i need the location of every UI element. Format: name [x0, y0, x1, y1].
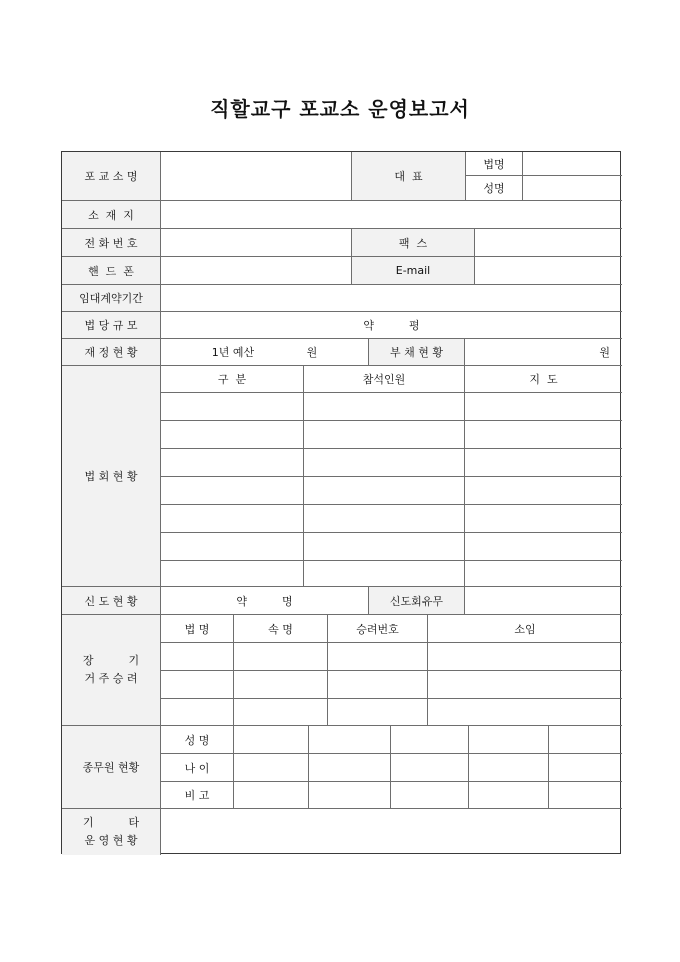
monks-table-cell[interactable]	[328, 671, 428, 699]
monks-table-cell[interactable]	[161, 671, 234, 699]
staff-table-cell[interactable]	[234, 726, 309, 754]
dharma-table-cell[interactable]	[161, 533, 304, 561]
label-address: 소 재 지	[62, 201, 161, 229]
label-staff: 종무원 현황	[62, 726, 161, 809]
label-other-line1: 기 타	[82, 816, 140, 829]
monks-header-duty: 소임	[428, 615, 622, 643]
monks-table-cell[interactable]	[428, 643, 622, 671]
fax-field[interactable]	[475, 229, 622, 257]
label-resident-monks	[62, 615, 161, 726]
mobile-field[interactable]	[161, 257, 352, 285]
staff-table-cell[interactable]	[309, 782, 391, 809]
staff-table-cell[interactable]	[549, 726, 622, 754]
dharma-table-cell[interactable]	[465, 393, 622, 421]
monks-table-cell[interactable]	[234, 671, 328, 699]
row-believers	[62, 587, 620, 615]
row-lease-period	[62, 285, 620, 312]
rep-dharma-name-field[interactable]	[523, 152, 622, 176]
dharma-table-cell[interactable]	[304, 533, 465, 561]
monks-header-dharma-name: 법 명	[161, 615, 234, 643]
staff-table-cell[interactable]	[469, 726, 549, 754]
dharma-table-cell[interactable]	[465, 421, 622, 449]
dharma-table-cell[interactable]	[161, 421, 304, 449]
label-lay-name: 성명	[466, 176, 523, 201]
monks-header-lay-name: 속 명	[234, 615, 328, 643]
row-temple-name	[62, 152, 620, 201]
staff-table-cell[interactable]	[391, 726, 469, 754]
staff-table-cell[interactable]	[234, 754, 309, 782]
label-resident-monks-line2: 거 주 승 려	[84, 672, 138, 685]
debt-field[interactable]: 원	[465, 339, 622, 366]
row-finance	[62, 339, 620, 366]
dharma-table-cell[interactable]	[465, 449, 622, 477]
label-representative: 대 표	[352, 152, 466, 201]
dharma-table-cell[interactable]	[304, 477, 465, 505]
monks-table-cell[interactable]	[428, 671, 622, 699]
dharma-table-cell[interactable]	[161, 477, 304, 505]
staff-table-cell[interactable]	[391, 754, 469, 782]
label-debt: 부 채 현 황	[369, 339, 465, 366]
monks-table-cell[interactable]	[428, 699, 622, 726]
staff-table-cell[interactable]	[309, 754, 391, 782]
dharma-table-cell[interactable]	[465, 505, 622, 533]
dharma-header-leader: 지 도	[465, 366, 622, 393]
believers-assoc-field[interactable]	[465, 587, 622, 615]
annual-budget-field[interactable]: 1년 예산 원	[161, 339, 369, 366]
dharma-table-cell[interactable]	[161, 393, 304, 421]
staff-table-cell[interactable]	[549, 754, 622, 782]
label-hall-size: 법 당 규 모	[62, 312, 161, 339]
dharma-table-cell[interactable]	[161, 505, 304, 533]
phone-field[interactable]	[161, 229, 352, 257]
label-dharma-meeting: 법 회 현 황	[62, 366, 161, 587]
label-lease-period: 임대계약기간	[62, 285, 161, 312]
report-form	[61, 151, 621, 854]
row-address	[62, 201, 620, 229]
monks-table-cell[interactable]	[328, 643, 428, 671]
section-dharma-meeting	[62, 366, 620, 587]
monks-table-cell[interactable]	[161, 643, 234, 671]
dharma-table-cell[interactable]	[304, 449, 465, 477]
staff-row-label: 성 명	[161, 726, 234, 754]
temple-name-field[interactable]	[161, 152, 352, 201]
dharma-table-cell[interactable]	[465, 533, 622, 561]
label-mobile: 핸 드 폰	[62, 257, 161, 285]
section-resident-monks	[62, 615, 620, 726]
monks-table-cell[interactable]	[328, 699, 428, 726]
staff-row-label: 비 고	[161, 782, 234, 809]
monks-table-cell[interactable]	[234, 699, 328, 726]
rep-lay-name-field[interactable]	[523, 176, 622, 201]
staff-row-label: 나 이	[161, 754, 234, 782]
label-other	[62, 809, 161, 855]
staff-table-cell[interactable]	[234, 782, 309, 809]
lease-period-field[interactable]	[161, 285, 622, 312]
other-field[interactable]	[161, 809, 622, 855]
label-dharma-name: 법명	[466, 152, 523, 176]
dharma-header-category: 구 분	[161, 366, 304, 393]
dharma-table-cell[interactable]	[161, 449, 304, 477]
label-fax: 팩 스	[352, 229, 475, 257]
row-phone	[62, 229, 620, 257]
staff-table-cell[interactable]	[391, 782, 469, 809]
staff-table-cell[interactable]	[549, 782, 622, 809]
monks-table-cell[interactable]	[161, 699, 234, 726]
believers-count-field[interactable]: 약 명	[161, 587, 369, 615]
row-mobile	[62, 257, 620, 285]
dharma-table-cell[interactable]	[304, 561, 465, 587]
label-other-line2: 운 영 현 황	[84, 834, 138, 847]
label-believers-assoc: 신도회유무	[369, 587, 465, 615]
label-email: E-mail	[352, 257, 475, 285]
dharma-table-cell[interactable]	[304, 421, 465, 449]
email-field[interactable]	[475, 257, 622, 285]
dharma-table-cell[interactable]	[304, 505, 465, 533]
dharma-header-attendance: 참석인원	[304, 366, 465, 393]
staff-table-cell[interactable]	[469, 782, 549, 809]
staff-table-cell[interactable]	[309, 726, 391, 754]
dharma-table-cell[interactable]	[161, 561, 304, 587]
hall-size-field[interactable]: 약 평	[161, 312, 622, 339]
label-finance: 재 정 현 황	[62, 339, 161, 366]
label-temple-name: 포 교 소 명	[62, 152, 161, 201]
row-hall-size	[62, 312, 620, 339]
dharma-table-cell[interactable]	[465, 561, 622, 587]
section-other	[62, 809, 620, 855]
label-resident-monks-line1: 장 기	[82, 654, 140, 667]
monks-header-monk-number: 승려번호	[328, 615, 428, 643]
staff-table-cell[interactable]	[469, 754, 549, 782]
section-staff	[62, 726, 620, 809]
page-title: 직할교구 포교소 운영보고서	[210, 97, 470, 121]
monks-table-cell[interactable]	[234, 643, 328, 671]
dharma-table-cell[interactable]	[465, 477, 622, 505]
address-field[interactable]	[161, 201, 622, 229]
label-believers: 신 도 현 황	[62, 587, 161, 615]
dharma-table-cell[interactable]	[304, 393, 465, 421]
label-phone: 전 화 번 호	[62, 229, 161, 257]
